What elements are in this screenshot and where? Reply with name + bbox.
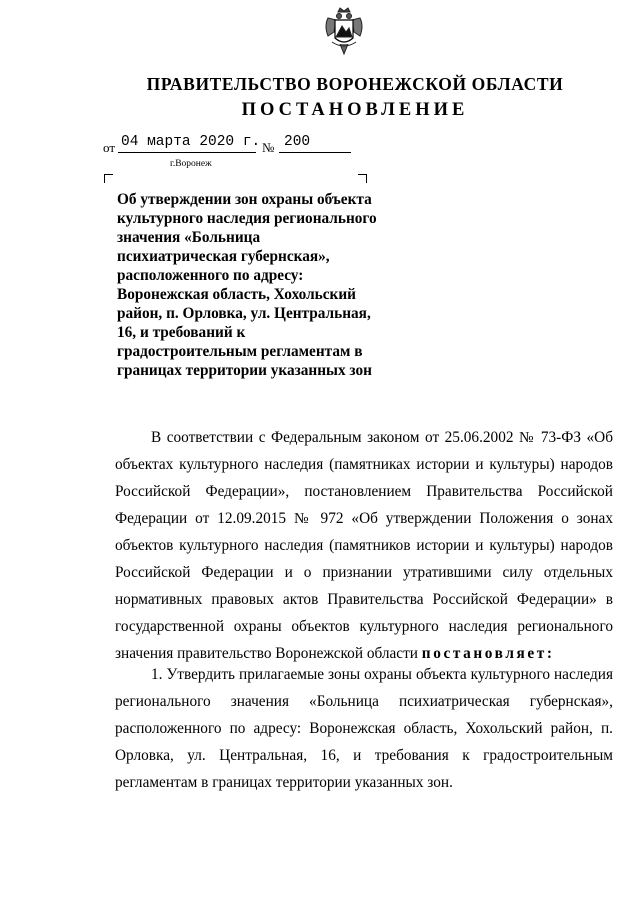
- preamble-paragraph: [115, 424, 613, 667]
- item-1-paragraph: [115, 661, 613, 796]
- organization-name: ПРАВИТЕЛЬСТВО ВОРОНЕЖСКОЙ ОБЛАСТИ: [146, 74, 564, 94]
- subject-line: район, п. Орловка, ул. Центральная,: [117, 305, 371, 322]
- number-label: №: [262, 140, 275, 155]
- subject-line: Об утверждении зон охраны объекта: [117, 191, 372, 208]
- preamble-line: В соответствии с Федеральным законом от 25.06.2002 № 73-ФЗ «Об: [151, 429, 613, 446]
- date-label: от: [103, 140, 116, 155]
- date-underline: [118, 152, 256, 153]
- item-1-line: 1. Утвердить прилагаемые зоны охраны объекта культурного наследия: [151, 666, 613, 683]
- subject-line: Воронежская область, Хохольский: [117, 286, 356, 303]
- number-value: 200: [284, 134, 311, 150]
- preamble-line: Российской Федерации и о признании утратившими силу отдельных: [115, 564, 613, 581]
- subject-line: градостроительным регламентам в: [117, 343, 363, 360]
- subject-line: культурного наследия регионального: [117, 210, 377, 227]
- subject-line: 16, и требований к: [117, 324, 246, 341]
- preamble-line: объектах культурного наследия (памятниках истории и культуры) народов: [115, 456, 613, 473]
- number-underline: [279, 152, 351, 153]
- date-number-line: [103, 133, 363, 157]
- subject-line: психиатрическая губернская»,: [117, 248, 330, 265]
- item-1-line: регламентам в границах территории указанных зон.: [115, 774, 453, 791]
- subject-line: границах территории указанных зон: [117, 362, 372, 379]
- preamble-last-text: значения правительство Воронежской области: [115, 645, 418, 662]
- subject-line: расположенного по адресу:: [117, 267, 304, 284]
- preamble-line: Российской Федерации», постановлением Правительства Российской: [115, 483, 613, 500]
- date-value: 04 марта 2020 г.: [121, 134, 261, 150]
- item-1-line: регионального значения «Больница психиатрическая губернская»,: [115, 693, 613, 710]
- preamble-line: объектов культурного наследия (памятников истории и культуры) народов: [115, 537, 613, 554]
- preamble-line: нормативных правовых актов Правительства Российской Федерации» в: [115, 591, 613, 608]
- item-1-line: Орловка, ул. Центральная, 16, и требования к градостроительным: [115, 747, 613, 764]
- item-1-line: расположенного по адресу: Воронежская область, Хохольский район, п.: [115, 720, 613, 737]
- subject-bracket-left: [104, 174, 113, 183]
- coat-of-arms-icon: [322, 6, 366, 58]
- resolves-word: постановляет:: [421, 645, 555, 662]
- document-type: ПОСТАНОВЛЕНИЕ: [241, 100, 469, 120]
- document-subject: [117, 190, 392, 380]
- subject-line: значения «Больница: [117, 229, 261, 246]
- preamble-line: Федерации от 12.09.2015 № 972 «Об утверждении Положения о зонах: [115, 510, 613, 527]
- city-name: г.Воронеж: [170, 159, 212, 169]
- preamble-line: государственной охраны объектов культурного наследия регионального: [115, 618, 613, 635]
- subject-bracket-right: [358, 174, 367, 183]
